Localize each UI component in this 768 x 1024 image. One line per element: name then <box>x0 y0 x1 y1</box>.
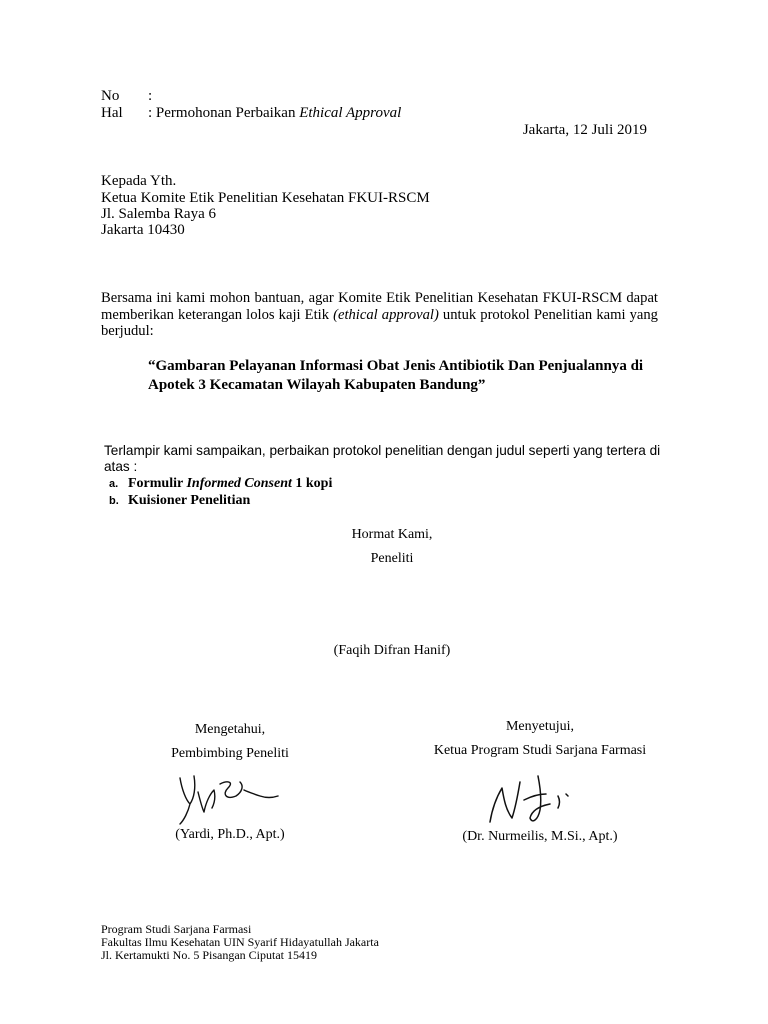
paragraph-italic: (ethical approval) <box>333 306 439 323</box>
recipient-city: Jakarta 10430 <box>101 222 185 238</box>
attachment-item <box>109 476 332 492</box>
right-signatory-heading: Menyetujui, <box>505 719 575 734</box>
attachment-line-1: Terlampir kami sampaikan, perbaikan protokol penelitian dengan judul seperti yang tertera di <box>104 443 661 458</box>
research-title-line-2: Apotek 3 Kecamatan Wilayah Kabupaten Bandung” <box>148 377 486 393</box>
item-suffix: 1 kopi <box>291 476 333 491</box>
footer-line-2: Fakultas Ilmu Kesehatan UIN Syarif Hidayatullah Jakarta <box>101 935 379 949</box>
right-signatory-name: (Dr. Nurmeilis, M.Si., Apt.) <box>462 829 618 844</box>
footer-line-3: Jl. Kertamukti No. 5 Pisangan Ciputat 15419 <box>101 948 317 962</box>
paragraph-text-1: Bersama ini kami mohon bantuan, agar Komite Etik Penelitian Kesehatan FKUI-RSCM dapat memberikan keterangan lolos kaji Etik <box>101 290 658 323</box>
left-signature-image <box>168 770 288 830</box>
left-signatory-name: (Yardi, Ph.D., Apt.) <box>175 827 285 842</box>
subject-line <box>101 105 401 122</box>
left-signatory-role: Pembimbing Peneliti <box>171 746 289 761</box>
number-line <box>101 88 152 105</box>
item-italic: Informed Consent <box>186 476 292 491</box>
attachment-item <box>109 493 250 509</box>
right-signature-image <box>480 770 600 830</box>
researcher-name: (Faqih Difran Hanif) <box>333 643 451 658</box>
paragraph-text-2: untuk protokol Penelitian kami yang berjudul: <box>101 306 658 340</box>
subject-prefix: : Permohonan Perbaikan <box>148 105 300 121</box>
number-value: : <box>148 88 153 104</box>
recipient-greeting: Kepada Yth. <box>101 173 177 189</box>
footer-line-1: Program Studi Sarjana Farmasi <box>101 922 252 936</box>
left-signatory-heading: Mengetahui, <box>194 722 266 737</box>
attachment-line-2: atas : <box>104 459 138 474</box>
request-paragraph <box>101 290 658 340</box>
item-prefix: Formulir <box>128 476 187 491</box>
closing-regards: Hormat Kami, <box>351 527 433 542</box>
subject-label: Hal <box>101 105 123 121</box>
closing-role: Peneliti <box>370 551 414 566</box>
recipient-street: Jl. Salemba Raya 6 <box>101 206 216 222</box>
place-date: Jakarta, 12 Juli 2019 <box>522 122 647 138</box>
subject-italic: Ethical Approval <box>299 105 402 121</box>
item-prefix: Kuisioner Penelitian <box>128 493 251 508</box>
item-marker: a. <box>109 478 119 490</box>
item-marker: b. <box>109 495 119 507</box>
right-signatory-role: Ketua Program Studi Sarjana Farmasi <box>433 743 647 758</box>
number-label: No <box>101 88 120 104</box>
research-title-line-1: “Gambaran Pelayanan Informasi Obat Jenis Antibiotik Dan Penjualannya di <box>148 358 644 374</box>
recipient-name: Ketua Komite Etik Penelitian Kesehatan FKUI-RSCM <box>101 190 430 206</box>
